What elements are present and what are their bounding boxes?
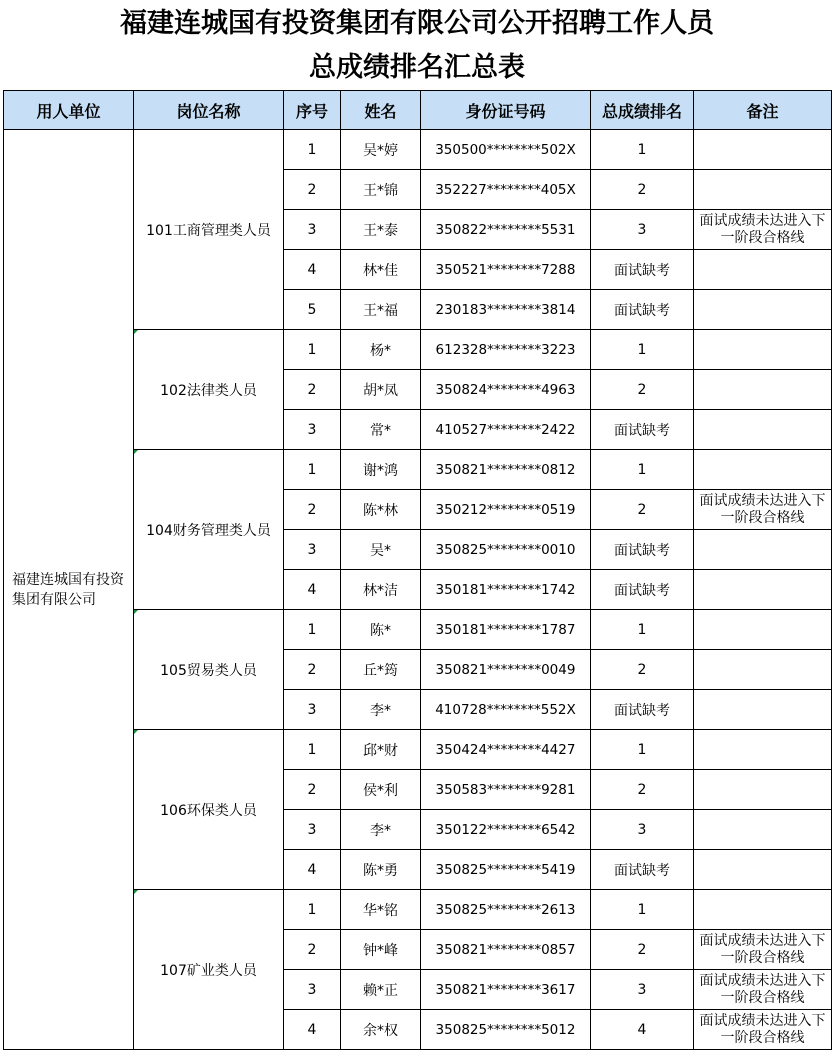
note-cell	[694, 610, 832, 650]
rank-cell: 1	[591, 130, 694, 170]
header-number: 序号	[284, 91, 341, 130]
note-cell	[694, 170, 832, 210]
number-cell: 3	[284, 810, 341, 850]
id-number-cell: 350824********4963	[421, 370, 591, 410]
rank-cell: 3	[591, 810, 694, 850]
name-cell: 侯*利	[341, 770, 421, 810]
note-cell	[694, 650, 832, 690]
ranking-table	[3, 90, 832, 1050]
id-number-cell: 350500********502X	[421, 130, 591, 170]
header-position: 岗位名称	[134, 91, 284, 130]
note-cell: 面试成绩未达进入下一阶段合格线	[694, 1010, 832, 1050]
id-number-cell: 350821********0049	[421, 650, 591, 690]
name-cell: 常*	[341, 410, 421, 450]
page-subtitle: 总成绩排名汇总表	[309, 52, 525, 83]
rank-cell: 2	[591, 170, 694, 210]
note-cell	[694, 850, 832, 890]
id-number-cell: 350825********5012	[421, 1010, 591, 1050]
position-cell	[134, 330, 284, 450]
page-title: 福建连城国有投资集团有限公司公开招聘工作人员	[120, 8, 714, 39]
number-cell: 1	[284, 610, 341, 650]
rank-cell: 2	[591, 770, 694, 810]
note-cell	[694, 890, 832, 930]
name-cell: 华*铭	[341, 890, 421, 930]
note-cell: 面试成绩未达进入下一阶段合格线	[694, 210, 832, 250]
header-id-number: 身份证号码	[421, 91, 591, 130]
name-cell: 陈*勇	[341, 850, 421, 890]
id-number-cell: 350583********9281	[421, 770, 591, 810]
position-cell	[134, 610, 284, 730]
name-cell: 林*洁	[341, 570, 421, 610]
number-cell: 4	[284, 1010, 341, 1050]
cell-marker-icon	[134, 890, 138, 894]
number-cell: 2	[284, 370, 341, 410]
rank-cell: 面试缺考	[591, 690, 694, 730]
rank-cell: 1	[591, 610, 694, 650]
header-name: 姓名	[341, 91, 421, 130]
note-cell	[694, 370, 832, 410]
number-cell: 1	[284, 130, 341, 170]
rank-cell: 面试缺考	[591, 290, 694, 330]
position-label: 105贸易类人员	[160, 662, 257, 679]
rank-cell: 4	[591, 1010, 694, 1050]
rank-cell: 2	[591, 930, 694, 970]
number-cell: 3	[284, 410, 341, 450]
id-number-cell: 350424********4427	[421, 730, 591, 770]
note-cell: 面试成绩未达进入下一阶段合格线	[694, 490, 832, 530]
name-cell: 陈*	[341, 610, 421, 650]
position-cell	[134, 130, 284, 330]
number-cell: 3	[284, 210, 341, 250]
rank-cell: 1	[591, 730, 694, 770]
id-number-cell: 350821********3617	[421, 970, 591, 1010]
note-cell	[694, 250, 832, 290]
name-cell: 杨*	[341, 330, 421, 370]
cell-marker-icon	[134, 610, 138, 614]
number-cell: 2	[284, 650, 341, 690]
position-label: 102法律类人员	[160, 382, 257, 399]
rank-cell: 面试缺考	[591, 850, 694, 890]
number-cell: 1	[284, 330, 341, 370]
number-cell: 4	[284, 850, 341, 890]
note-cell	[694, 410, 832, 450]
name-cell: 王*泰	[341, 210, 421, 250]
name-cell: 余*权	[341, 1010, 421, 1050]
note-cell: 面试成绩未达进入下一阶段合格线	[694, 970, 832, 1010]
note-cell	[694, 690, 832, 730]
rank-cell: 1	[591, 450, 694, 490]
rank-cell: 面试缺考	[591, 250, 694, 290]
position-label: 106环保类人员	[160, 802, 257, 819]
position-label: 104财务管理类人员	[146, 522, 271, 539]
number-cell: 3	[284, 970, 341, 1010]
name-cell: 李*	[341, 810, 421, 850]
rank-cell: 2	[591, 650, 694, 690]
position-label: 107矿业类人员	[160, 962, 257, 979]
number-cell: 1	[284, 890, 341, 930]
name-cell: 丘*筠	[341, 650, 421, 690]
id-number-cell: 352227********405X	[421, 170, 591, 210]
number-cell: 2	[284, 170, 341, 210]
name-cell: 陈*林	[341, 490, 421, 530]
rank-cell: 面试缺考	[591, 530, 694, 570]
name-cell: 王*福	[341, 290, 421, 330]
number-cell: 3	[284, 530, 341, 570]
name-cell: 胡*凤	[341, 370, 421, 410]
position-cell	[134, 890, 284, 1050]
note-cell	[694, 130, 832, 170]
id-number-cell: 230183********3814	[421, 290, 591, 330]
id-number-cell: 350825********5419	[421, 850, 591, 890]
id-number-cell: 350212********0519	[421, 490, 591, 530]
id-number-cell: 350821********0857	[421, 930, 591, 970]
number-cell: 3	[284, 690, 341, 730]
note-cell	[694, 530, 832, 570]
id-number-cell: 410527********2422	[421, 410, 591, 450]
employer-cell: 福建连城国有投资集团有限公司	[4, 130, 134, 1050]
header-note: 备注	[694, 91, 832, 130]
name-cell: 谢*鸿	[341, 450, 421, 490]
number-cell: 5	[284, 290, 341, 330]
cell-marker-icon	[134, 730, 138, 734]
note-cell	[694, 450, 832, 490]
note-cell	[694, 330, 832, 370]
header-unit: 用人单位	[4, 91, 134, 130]
id-number-cell: 350822********5531	[421, 210, 591, 250]
header-rank: 总成绩排名	[591, 91, 694, 130]
id-number-cell: 350825********2613	[421, 890, 591, 930]
id-number-cell: 410728********552X	[421, 690, 591, 730]
number-cell: 2	[284, 770, 341, 810]
name-cell: 林*佳	[341, 250, 421, 290]
number-cell: 1	[284, 450, 341, 490]
note-cell	[694, 290, 832, 330]
position-cell	[134, 450, 284, 610]
cell-marker-icon	[134, 450, 138, 454]
id-number-cell: 350821********0812	[421, 450, 591, 490]
number-cell: 4	[284, 570, 341, 610]
name-cell: 吴*婷	[341, 130, 421, 170]
rank-cell: 2	[591, 370, 694, 410]
note-cell	[694, 770, 832, 810]
note-cell	[694, 570, 832, 610]
note-cell: 面试成绩未达进入下一阶段合格线	[694, 930, 832, 970]
note-cell	[694, 810, 832, 850]
id-number-cell: 350825********0010	[421, 530, 591, 570]
rank-cell: 3	[591, 210, 694, 250]
name-cell: 赖*正	[341, 970, 421, 1010]
cell-marker-icon	[134, 330, 138, 334]
position-label: 101工商管理类人员	[146, 222, 271, 239]
name-cell: 邱*财	[341, 730, 421, 770]
name-cell: 吴*	[341, 530, 421, 570]
id-number-cell: 612328********3223	[421, 330, 591, 370]
id-number-cell: 350521********7288	[421, 250, 591, 290]
id-number-cell: 350181********1787	[421, 610, 591, 650]
name-cell: 钟*峰	[341, 930, 421, 970]
number-cell: 4	[284, 250, 341, 290]
name-cell: 王*锦	[341, 170, 421, 210]
rank-cell: 面试缺考	[591, 570, 694, 610]
id-number-cell: 350181********1742	[421, 570, 591, 610]
rank-cell: 2	[591, 490, 694, 530]
position-cell	[134, 730, 284, 890]
number-cell: 1	[284, 730, 341, 770]
id-number-cell: 350122********6542	[421, 810, 591, 850]
header-row	[4, 91, 832, 130]
table-row	[4, 130, 832, 170]
rank-cell: 面试缺考	[591, 410, 694, 450]
rank-cell: 1	[591, 890, 694, 930]
rank-cell: 1	[591, 330, 694, 370]
name-cell: 李*	[341, 690, 421, 730]
number-cell: 2	[284, 930, 341, 970]
note-cell	[694, 730, 832, 770]
number-cell: 2	[284, 490, 341, 530]
rank-cell: 3	[591, 970, 694, 1010]
